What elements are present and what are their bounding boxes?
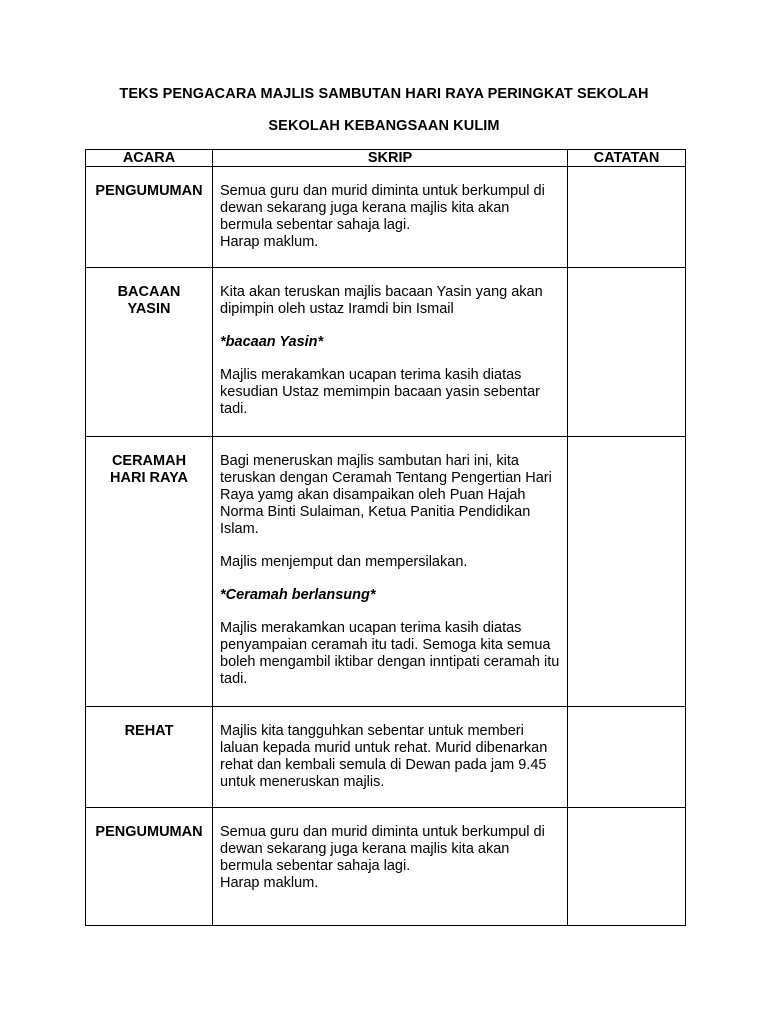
acara-cell: [86, 707, 213, 808]
table-row: [86, 437, 686, 707]
acara-label: YASIN: [127, 301, 171, 317]
skrip-cell: [213, 437, 568, 707]
acara-label: PENGUMUMAN: [95, 183, 203, 199]
catatan-cell: [568, 268, 686, 437]
school-name: SEKOLAH KEBANGSAAN KULIM: [268, 118, 500, 134]
acara-label: HARI RAYA: [110, 470, 188, 486]
skrip-paragraph: Majlis kita tangguhkan sebentar untuk memberi laluan kepada murid untuk rehat. Murid dibenarkan rehat dan kembali semula di Dewan pada jam 9.45 untuk meneruskan majlis.: [220, 723, 548, 790]
catatan-cell: [568, 808, 686, 926]
acara-label: BACAAN: [117, 284, 181, 300]
header-skrip: SKRIP: [213, 150, 568, 167]
acara-cell: [86, 437, 213, 707]
table-row: [86, 268, 686, 437]
script-table: [85, 149, 686, 926]
table-row: [86, 707, 686, 808]
skrip-cell: [213, 808, 568, 926]
table-row: [86, 808, 686, 926]
skrip-paragraph: Semua guru dan murid diminta untuk berkumpul di dewan sekarang juga kerana majlis kita akan bermula sebentar sahaja lagi. Harap maklum.: [220, 824, 545, 891]
skrip-paragraph: Majlis merakamkan ucapan terima kasih diatas penyampaian ceramah itu tadi. Semoga kita semua boleh mengambil iktibar dengan inntipati ceramah itu tadi.: [220, 620, 560, 687]
catatan-cell: [568, 167, 686, 268]
header-acara: ACARA: [86, 150, 213, 167]
acara-cell: [86, 808, 213, 926]
stage-direction: *Ceramah berlansung*: [220, 587, 376, 603]
skrip-paragraph: Kita akan teruskan majlis bacaan Yasin yang akan dipimpin oleh ustaz Iramdi bin Ismail: [220, 284, 543, 317]
skrip-paragraph: Majlis merakamkan ucapan terima kasih diatas kesudian Ustaz memimpin bacaan yasin sebentar tadi.: [220, 367, 540, 417]
document-title: TEKS PENGACARA MAJLIS SAMBUTAN HARI RAYA PERINGKAT SEKOLAH: [119, 86, 649, 102]
skrip-cell: [213, 707, 568, 808]
catatan-cell: [568, 707, 686, 808]
acara-label: REHAT: [124, 723, 174, 739]
skrip-cell: [213, 167, 568, 268]
stage-direction: *bacaan Yasin*: [220, 334, 324, 350]
skrip-cell: [213, 268, 568, 437]
acara-label: CERAMAH: [111, 453, 187, 469]
catatan-cell: [568, 437, 686, 707]
table-row: [86, 167, 686, 268]
table-header-row: [86, 150, 686, 167]
header-catatan: CATATAN: [568, 150, 686, 167]
skrip-paragraph: Majlis menjemput dan mempersilakan.: [220, 554, 468, 570]
acara-label: PENGUMUMAN: [95, 824, 203, 840]
skrip-paragraph: Semua guru dan murid diminta untuk berkumpul di dewan sekarang juga kerana majlis kita akan bermula sebentar sahaja lagi. Harap maklum.: [220, 183, 545, 250]
acara-cell: [86, 167, 213, 268]
acara-cell: [86, 268, 213, 437]
skrip-paragraph: Bagi meneruskan majlis sambutan hari ini, kita teruskan dengan Ceramah Tentang Pengertian Hari Raya yamg akan disampaikan oleh Puan Hajah Norma Binti Sulaiman, Ketua Panitia Pendidikan Islam.: [220, 453, 552, 537]
